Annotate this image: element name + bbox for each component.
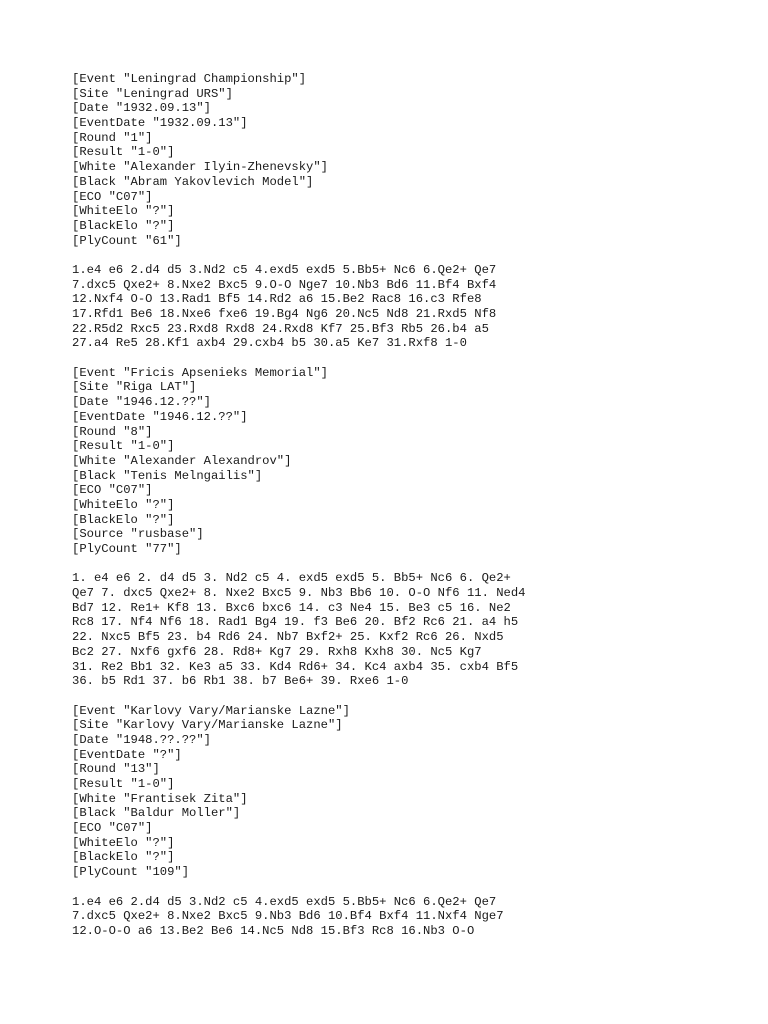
moves-line: 17.Rfd1 Be6 18.Nxe6 fxe6 19.Bg4 Ng6 20.Nc5 Nd8 21.Rxd5 Nf8	[72, 307, 497, 321]
header-line: [Result "1-0"]	[72, 777, 175, 791]
header-line: [Event "Karlovy Vary/Marianske Lazne"]	[72, 703, 350, 718]
header-line: [White "Alexander Alexandrov"]	[72, 453, 292, 468]
header-line: [White "Frantisek Zita"]	[72, 791, 248, 806]
moves-line: 12.Nxf4 O-O 13.Rad1 Bf5 14.Rd2 a6 15.Be2 Rac8 16.c3 Rfe8	[72, 292, 482, 307]
header-line: [BlackElo "?"]	[72, 850, 175, 865]
header-line: [Result "1-0"]	[72, 439, 175, 454]
header-line: [EventDate "1946.12.??"]	[72, 409, 248, 424]
game-3-moves	[72, 895, 752, 939]
moves-line: Bc2 27. Nxf6 gxf6 28. Rd8+ Kg7 29. Rxh8 Kxh8 30. Nc5 Kg7	[72, 644, 482, 659]
spacer	[72, 689, 752, 704]
header-line: [WhiteElo "?"]	[72, 497, 175, 512]
header-line: [BlackElo "?"]	[72, 218, 175, 233]
spacer	[72, 351, 752, 366]
header-line: [ECO "C07"]	[72, 483, 153, 498]
game-1-headers	[72, 72, 752, 248]
header-line: [White "Alexander Ilyin-Zhenevsky"]	[72, 160, 328, 175]
spacer	[72, 880, 752, 895]
header-line: [Date "1948.??.??"]	[72, 732, 211, 747]
header-line: [Date "1946.12.??"]	[72, 395, 211, 410]
header-line: [Site "Leningrad URS"]	[72, 86, 233, 101]
header-line: [Black "Abram Yakovlevich Model"]	[72, 174, 314, 189]
header-line: [Result "1-0"]	[72, 145, 175, 160]
moves-line: 7.dxc5 Qxe2+ 8.Nxe2 Bxc5 9.Nb3 Bd6 10.Bf4 Bxf4 11.Nxf4 Nge7	[72, 909, 504, 924]
moves-line: 1.e4 e6 2.d4 d5 3.Nd2 c5 4.exd5 exd5 5.Bb5+ Nc6 6.Qe2+ Qe7	[72, 262, 497, 277]
moves-line: 22.R5d2 Rxc5 23.Rxd8 Rxd8 24.Rxd8 Kf7 25.Bf3 Rb5 26.b4 a5	[72, 321, 489, 336]
moves-line: 36. b5 Rd1 37. b6 Rb1 38. b7 Be6+ 39. Rxe6 1-0	[72, 674, 409, 689]
header-line: [ECO "C07"]	[72, 821, 153, 836]
spacer	[72, 248, 752, 263]
header-line: [WhiteElo "?"]	[72, 835, 175, 850]
header-line: [Event "Leningrad Championship"]	[72, 72, 307, 86]
header-line: [Site "Karlovy Vary/Marianske Lazne"]	[72, 718, 343, 733]
game-3	[72, 704, 752, 939]
moves-line: Qe7 7. dxc5 Qxe2+ 8. Nxe2 Bxc5 9. Nb3 Bb6 10. O-O Nf6 11. Ned4	[72, 586, 526, 601]
header-line: [ECO "C07"]	[72, 189, 153, 204]
header-line: [Black "Baldur Moller"]	[72, 806, 241, 821]
moves-line: Rc8 17. Nf4 Nf6 18. Rad1 Bg4 19. f3 Be6 20. Bf2 Rc6 21. a4 h5	[72, 615, 519, 630]
game-3-headers	[72, 704, 752, 880]
header-line: [EventDate "1932.09.13"]	[72, 116, 248, 131]
moves-line: 31. Re2 Bb1 32. Ke3 a5 33. Kd4 Rd6+ 34. Kc4 axb4 35. cxb4 Bf5	[72, 659, 519, 674]
moves-line: 12.O-O-O a6 13.Be2 Be6 14.Nc5 Nd8 15.Bf3 Rc8 16.Nb3 O-O	[72, 923, 475, 938]
header-line: [Event "Fricis Apsenieks Memorial"]	[72, 365, 328, 380]
header-line: [Site "Riga LAT"]	[72, 380, 197, 395]
moves-line: 27.a4 Re5 28.Kf1 axb4 29.cxb4 b5 30.a5 Ke7 31.Rxf8 1-0	[72, 336, 467, 351]
header-line: [Round "1"]	[72, 130, 153, 145]
header-line: [BlackElo "?"]	[72, 512, 175, 527]
header-line: [Black "Tenis Melngailis"]	[72, 468, 263, 483]
game-1-moves	[72, 263, 752, 351]
header-line: [EventDate "?"]	[72, 747, 182, 762]
game-2-moves	[72, 571, 752, 689]
spacer	[72, 557, 752, 572]
game-2-headers	[72, 366, 752, 557]
game-1	[72, 72, 752, 351]
header-line: [PlyCount "77"]	[72, 542, 182, 556]
pgn-document	[72, 72, 752, 939]
moves-line: 1.e4 e6 2.d4 d5 3.Nd2 c5 4.exd5 exd5 5.Bb5+ Nc6 6.Qe2+ Qe7	[72, 894, 497, 909]
game-2	[72, 366, 752, 689]
header-line: [Date "1932.09.13"]	[72, 101, 211, 116]
moves-line: 22. Nxc5 Bf5 23. b4 Rd6 24. Nb7 Bxf2+ 25. Kxf2 Rc6 26. Nxd5	[72, 630, 504, 645]
moves-line: 1. e4 e6 2. d4 d5 3. Nd2 c5 4. exd5 exd5 5. Bb5+ Nc6 6. Qe2+	[72, 571, 511, 586]
header-line: [Round "13"]	[72, 762, 160, 777]
moves-line: 7.dxc5 Qxe2+ 8.Nxe2 Bxc5 9.O-O Nge7 10.Nb3 Bd6 11.Bf4 Bxf4	[72, 277, 497, 292]
header-line: [WhiteElo "?"]	[72, 204, 175, 219]
header-line: [Source "rusbase"]	[72, 527, 204, 542]
header-line: [PlyCount "61"]	[72, 233, 182, 248]
moves-line: Bd7 12. Re1+ Kf8 13. Bxc6 bxc6 14. c3 Ne4 15. Be3 c5 16. Ne2	[72, 600, 511, 615]
header-line: [Round "8"]	[72, 424, 153, 439]
header-line: [PlyCount "109"]	[72, 865, 190, 880]
